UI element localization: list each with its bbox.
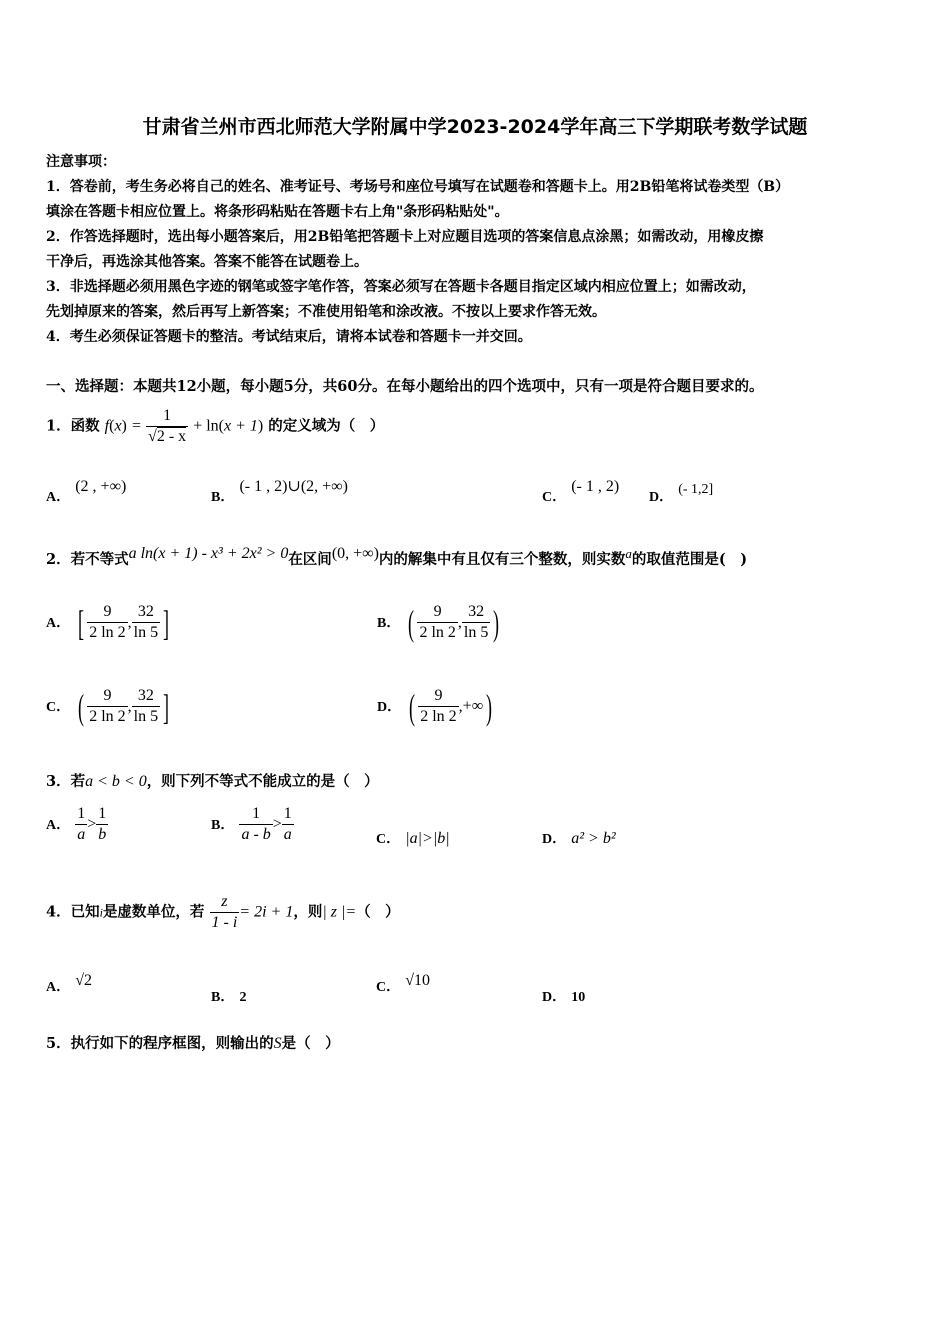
- option-b[interactable]: B． $\frac{1}{a - b}$ > $\frac{1}{a}$: [211, 805, 292, 843]
- option-c[interactable]: C． |a|>|b|: [376, 830, 450, 847]
- notice-line: 1．答卷前，考生务必将自己的姓名、准考证号、考场号和座位号填写在试题卷和答题卡上。用2B铅笔将试卷类型（B）: [46, 179, 790, 195]
- question-number: 5．执行如下的程序框图，则输出的: [46, 1035, 274, 1052]
- option-b[interactable]: B． (- 1 , 2)∪(2, +∞): [211, 478, 348, 505]
- option-a[interactable]: A． $\frac{1}{a}$ > $\frac{1}{b}$: [46, 805, 107, 843]
- section-heading: 一、选择题：本题共12小题，每小题5分，共60分。在每小题给出的四个选项中，只有一项是符合题目要求的。: [46, 378, 764, 395]
- notice-line: 3．非选择题必须用黑色字迹的钢笔或签字笔作答，答案必须写在答题卡各题目指定区域内相应位置上；如需改动，: [46, 279, 756, 295]
- notice-line: 干净后，再选涂其他答案。答案不能答在试题卷上。: [46, 254, 368, 270]
- question-4: 4．已知i是虚数单位，若 $\frac{z}{1 - i}$ = 2i + 1，则| z |=（ ）: [46, 893, 400, 931]
- option-a[interactable]: A． [ $\frac{9}{2 \ln 2}$ , $\frac{32}{\ln 5}$ ]: [46, 602, 170, 643]
- option-d[interactable]: D． 10: [542, 990, 586, 1005]
- option-a[interactable]: A． √2: [46, 972, 92, 995]
- notice-line: 2．作答选择题时，选出每小题答案后，用2B铅笔把答题卡上对应题目选项的答案信息点涂黑；如需改动，用橡皮擦: [46, 229, 764, 245]
- question-2: 2．若不等式a ln(x + 1) - x³ + 2x² > 0在区间(0, +∞)内的解集中有且仅有三个整数，则实数a的取值范围是( ): [46, 545, 748, 568]
- question-1: 1．函数 f(x) = $\frac{1}{√2 - x}$ + ln(x + 1) 的定义域为（ ）: [46, 407, 385, 445]
- option-d[interactable]: D． (- 1,2]: [649, 482, 714, 505]
- fraction: $\frac{1}{√2 - x}$: [148, 407, 187, 445]
- option-d[interactable]: D． ( $\frac{9}{2 \ln 2}$ ,+∞): [377, 686, 493, 727]
- option-b[interactable]: B． ( $\frac{9}{2 \ln 2}$ , $\frac{32}{\ln 5}$ ): [377, 602, 500, 643]
- option-c[interactable]: C． ( $\frac{9}{2 \ln 2}$ , $\frac{32}{\ln 5}$ ]: [46, 686, 170, 727]
- notice-heading: 注意事项：: [46, 154, 116, 170]
- question-5: 5．执行如下的程序框图，则输出的S是（ ）: [46, 1035, 340, 1052]
- question-number: 4．已知: [46, 903, 100, 921]
- question-text: 的定义域为（ ）: [268, 417, 385, 435]
- question-number: 2．若不等式: [46, 551, 129, 568]
- question-number: 3．若: [46, 773, 86, 790]
- notice-line: 先划掉原来的答案，然后再写上新答案；不准使用铅笔和涂改液。不按以上要求作答无效。: [46, 304, 606, 320]
- notice-line: 填涂在答题卡相应位置上。将条形码粘贴在答题卡右上角"条形码粘贴处"。: [46, 204, 509, 220]
- option-b[interactable]: B． 2: [211, 990, 247, 1005]
- question-3: 3．若a < b < 0，则下列不等式不能成立的是（ ）: [46, 773, 379, 790]
- option-c[interactable]: C． (- 1 , 2): [542, 478, 620, 505]
- option-c[interactable]: C． √10: [376, 972, 430, 995]
- option-d[interactable]: D． a² > b²: [542, 830, 616, 847]
- notice-line: 4．考生必须保证答题卡的整洁。考试结束后，请将本试卷和答题卡一并交回。: [46, 329, 532, 345]
- option-a[interactable]: A． (2 , +∞): [46, 478, 127, 505]
- question-number: 1．函数: [46, 417, 100, 435]
- page-title: 甘肃省兰州市西北师范大学附属中学2023-2024学年高三下学期联考数学试题: [142, 116, 808, 138]
